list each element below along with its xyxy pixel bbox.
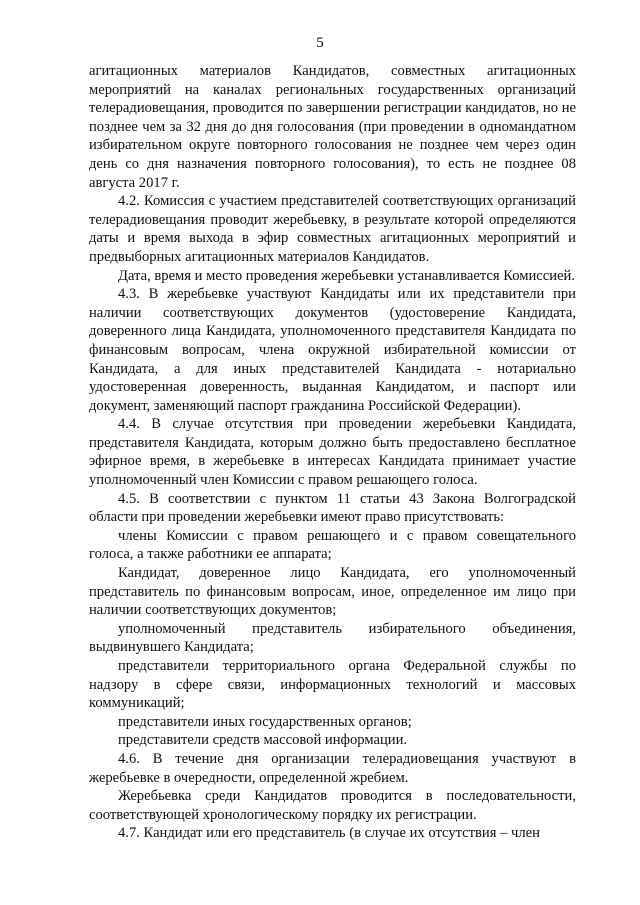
attendee-party-representative: уполномоченный представитель избирательного объединения, выдвинувшего Кандидата;	[89, 620, 576, 656]
paragraph-draw-order: Жеребьевка среди Кандидатов проводится в последовательности, соответствующей хронологическому порядку их регистрации.	[89, 788, 576, 823]
paragraph-4-5: 4.5. В соответствии с пунктом 11 статьи 43 Закона Волгоградской области при проведении жеребьевки имеют право присутствовать:	[89, 490, 576, 526]
page-number: 5	[316, 35, 324, 51]
paragraph-draw-date: Дата, время и место проведения жеребьевки устанавливается Комиссией.	[118, 267, 576, 284]
paragraph-4-2: 4.2. Комиссия с участием представителей соответствующих организаций телерадиовещания проводит жеребьевку, в результате которой определяются даты и время выхода в эфир совместных агитационных мероприятий и предвыборных агитационных материалов Кандидатов.	[89, 193, 576, 265]
document-body	[89, 62, 576, 843]
paragraph-4-3: 4.3. В жеребьевке участвуют Кандидаты или их представители при наличии соответствующих документов (удостоверение Кандидата, доверенного лица Кандидата, уполномоченного представителя Кандидата по финансовым вопросам, члена окружной избирательной комиссии от Кандидата, а для иных представителей Кандидата - нотариально удостоверенная доверенность, выданная Кандидатом, и паспорт или документ, заменяющий паспорт гражданина Российской Федерации).	[89, 286, 576, 414]
attendee-candidate: Кандидат, доверенное лицо Кандидата, его уполномоченный представитель по финансовым вопросам, иное, определенное им лицо при наличии соответствующих документов;	[89, 565, 576, 619]
attendee-commission-members: члены Комиссии с правом решающего и с правом совещательного голоса, а также работники ее аппарата;	[89, 527, 576, 563]
paragraph-4-6: 4.6. В течение дня организации телерадиовещания участвуют в жеребьевке в очередности, определенной жребием.	[89, 750, 576, 786]
attendee-state-bodies: представители иных государственных органов;	[118, 713, 412, 730]
paragraph-4-4: 4.4. В случае отсутствия при проведении жеребьевки Кандидата, представителя Кандидата, которым должно быть предоставлено бесплатное эфирное время, в жеребьевке в интересах Кандидата принимает участие уполномоченный член Комиссии с правом решающего голоса.	[89, 416, 576, 489]
attendee-federal-service: представители территориального органа Федеральной службы по надзору в сфере связи, информационных технологий и массовых коммуникаций;	[89, 658, 576, 712]
paragraph-4-7: 4.7. Кандидат или его представитель (в случае их отсутствия – член	[118, 825, 540, 842]
attendee-media: представители средств массовой информации.	[118, 732, 408, 749]
paragraph-continuation: агитационных материалов Кандидатов, совместных агитационных мероприятий на каналах региональных государственных организаций телерадиовещания, проводится по завершении регистрации кандидатов, но не позднее чем за 32 дня до дня голосования (при проведении в одномандатном избирательном округе повторного голосования не позднее чем через один день со дня назначения повторного голосования), то есть не позднее 08 августа 2017 г.	[89, 63, 576, 191]
